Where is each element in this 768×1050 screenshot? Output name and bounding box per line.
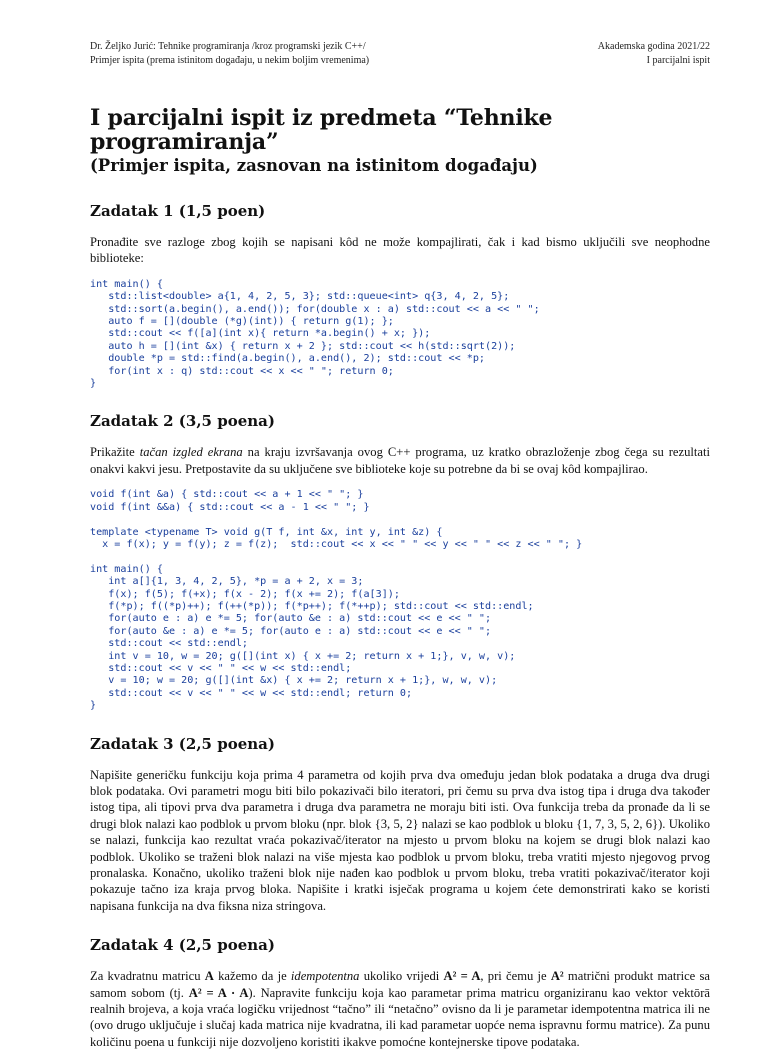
task-4-text-d: , pri čemu je: [480, 969, 551, 984]
document-subtitle: (Primjer ispita, zasnovan na istinitom događaju): [90, 156, 538, 175]
task-4-text-b: kažemo da je: [213, 969, 291, 984]
task-4-heading: Zadatak 4 (2,5 poena): [90, 936, 275, 955]
header-academic-year: Akademska godina 2021/22: [597, 41, 710, 52]
header-exam-note: Primjer ispita (prema istinitom događaju, u nekim boljim vremenima): [90, 55, 370, 66]
task-2-text-italic: tačan izgled ekrana: [139, 445, 243, 460]
task-4-formula-1: A² = A: [443, 969, 481, 984]
task-4-text-e: matrični produkt matrice sa samom sobom (tj.: [90, 969, 710, 1000]
task-4-text-c: ukoliko vrijedi: [359, 969, 444, 984]
task-2-heading: Zadatak 2 (3,5 poena): [90, 412, 275, 431]
task-2-text-part2: na kraju izvršavanja ovog C++ programa, uz kratko obrazloženje zbog čega su rezultati onakvi kakvi jesu. Pretpostavite da su uključene sve biblioteke koje su potrebne da bi se ovaj kôd kompajlirao.: [90, 445, 710, 476]
task-1-code: int main() { std::list<double> a{1, 4, 2, 5, 3}; std::queue<int> q{3, 4, 2, 5}; std::sort(a.begin(), a.end()); for(double x : a) std::cout << a << " "; auto f = [](double (*g)(int)) { return g(1); }; std::cout << f([a](int x){ return *a.begin() + x; }); auto h = [](int &x) { return x + 2 }; std::cout << h(std::sqrt(2)); double *p = std::find(a.begin(), a.end(), 2); std::cout << *p; for(int x : q) std::cout << x << " "; return 0; }: [90, 278, 540, 390]
task-4-formula-2: A²: [550, 969, 564, 984]
page-header: [90, 40, 710, 68]
header-right: [598, 40, 710, 68]
task-1-heading: Zadatak 1 (1,5 poen): [90, 202, 266, 220]
task-2-text-part1: Prikažite: [90, 445, 140, 460]
task-4-text: [90, 968, 710, 1050]
header-exam-type: I parcijalni ispit: [646, 55, 710, 66]
document-title: I parcijalni ispit iz predmeta “Tehnike programiranja”: [90, 105, 553, 155]
task-3-text: Napišite generičku funkciju koja prima 4 parametra od kojih prva dva omeđuju jedan blok podataka a druga dva drugi blok podataka. Ovi parametri mogu biti bilo pokazivači bilo iteratori, pri čemu su prva dva istog tipa i druga dva također istog tipa, ali tipovi prva dva parametra i druga dva parametra ne moraju biti isti. Ova funkcija treba da pronađe da li se drugi blok nalazi kao podblok u prvom bloku (npr. blok {3, 5, 2} nalazi se kao podblok u bloku {1, 7, 3, 5, 2, 6}). Ukoliko se nalazi, funkcija kao rezultat vraća pokazivač/iterator na mjesto u prvom bloku na kojem se drugi blok nalazi kao podblok. Ukoliko se traženi blok nalazi na više mjesta kao podblok u prvom bloku, treba vratiti mjesto njegovog prvog pronalaska. Konačno, ukoliko traženi blok nije nađen kao podblok u prvom bloku, treba vratiti pokazivač/iterator koji pokazuje tačno iza kraja prvog bloka. Napišite i kratki isječak programa u kojem ćete demonstrirati kako se koristi napisana funkcija na dva fiksna niza stringova.: [90, 767, 710, 913]
task-4-text-f: ). Napravite funkciju koja kao parametar prima matricu organiziranu kao vektor vektōrā realnih brojeva, a koja vraća logičku vrijednost “tačno” ili “netačno” ovisno da li je parametar idempotentna matrica ili ne (ovo drugo uključuje i slučaj kada matrica nije kvadratna, ili kad parametar uopće nema ispravnu formu matrice). Za punu količinu poena u funkciji nije dozvoljeno koristiti ikakve pomoćne kontejnerske tipove podataka.: [90, 985, 710, 1049]
task-2-code: void f(int &a) { std::cout << a + 1 << " "; } void f(int &&a) { std::cout << a - 1 << " "; } template <typename T> void g(T f, int &x, int y, int &z) { x = f(x); y = f(y); z = f(z); std::cout << x << " " << y << " " << z << " "; } int main() { int a[]{1, 3, 4, 2, 5}, *p = a + 2, x = 3; f(x); f(5); f(+x); f(x - 2); f(x += 2); f(a[3]); f(*p); f((*p)++); f(++(*p)); f(*p++); f(*++p); std::cout << std::endl; for(auto e : a) e *= 5; for(auto &e : a) std::cout << e << " "; for(auto &e : a) e *= 5; for(auto e : a) std::cout << e << " "; std::cout << std::endl; int v = 10, w = 20; g([](int x) { x += 2; return x + 1;}, v, w, v); std::cout << v << " " << w << std::endl; v = 10; w = 20; g([](int &x) { x += 2; return x + 1;}, w, w, v); std::cout << v << " " << w << std::endl; return 0; }: [90, 489, 583, 712]
header-author-course: Dr. Željko Jurić: Tehnike programiranja /kroz programski jezik C++/: [90, 41, 366, 52]
task-4-symbol-a: A: [204, 969, 214, 984]
task-3-heading: Zadatak 3 (2,5 poena): [90, 734, 275, 753]
task-4-term-idempotent: idempotentna: [290, 969, 360, 984]
task-4-text-a: Za kvadratnu matricu: [90, 969, 205, 984]
task-1-text: Pronađite sve razloge zbog kojih se napisani kôd ne može kompajlirati, čak i kad bismo uključili sve neophodne biblioteke:: [90, 235, 710, 266]
task-2-text: [90, 444, 710, 477]
header-left: [90, 40, 369, 68]
task-4-formula-3: A² = A · A: [188, 985, 249, 1000]
